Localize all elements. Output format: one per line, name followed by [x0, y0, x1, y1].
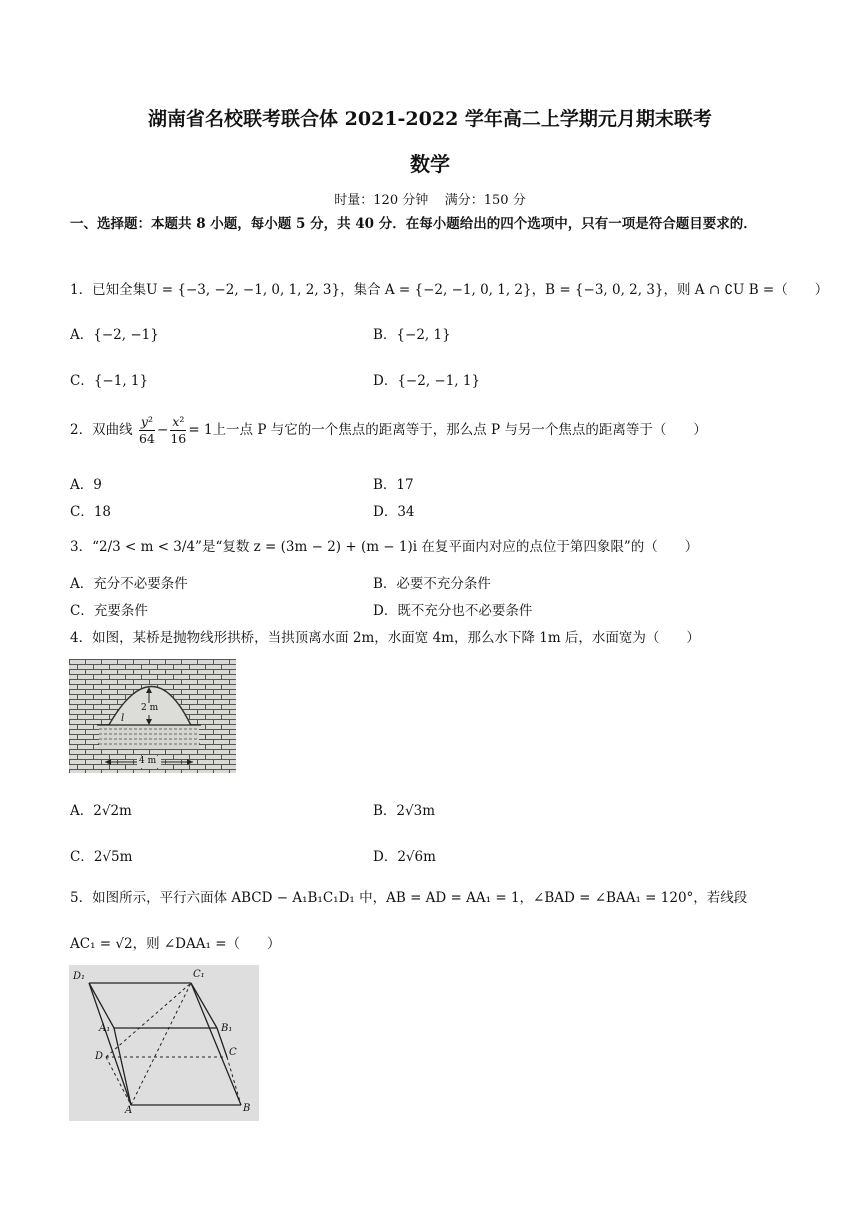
option-a: A．{−2, −1} [70, 327, 159, 343]
arch-bridge-figure [69, 659, 236, 773]
question-5 [70, 886, 800, 906]
question-5-line2: AC₁ = √2，则 ∠DAA₁ =（ ） [70, 936, 281, 952]
question-4 [70, 626, 800, 646]
option-c: C．18 [70, 504, 112, 520]
option-b: B．17 [373, 477, 414, 493]
question-number: 3． [70, 539, 93, 555]
question-stem: 已知全集U = {−3, −2, −1, 0, 1, 2, 3}，集合 A = {−2, −1, 0, 1, 2}，B = {−3, 0, 2, 3}，则 A ∩ ∁U B =（ ） [92, 282, 829, 298]
label-4m: 4 m [139, 756, 157, 766]
question-number: 5． [70, 890, 93, 906]
fraction-y2-64: $\frac{\text{y²}}{64}$ [138, 414, 155, 446]
option-b: B．{−2, 1} [373, 327, 451, 343]
option-d: D．{−2, −1, 1} [373, 373, 481, 389]
question-stem: 如图，某桥是抛物线形拱桥，当拱顶离水面 2m，水面宽 4m，那么水下降 1m 后，水面宽为（ ） [92, 630, 700, 646]
option-a: A．充分不必要条件 [70, 576, 188, 592]
question-number: 2． [70, 422, 93, 438]
question-stem-suffix: 上一点 P 与它的一个焦点的距离等于，那么点 P 与另一个焦点的距离等于（ ） [212, 422, 707, 438]
option-a: A．9 [70, 477, 102, 493]
option-b: B．2√3m [373, 803, 436, 819]
label-b1: B₁ [221, 1023, 233, 1034]
question-1 [70, 278, 829, 298]
question-stem-line1: 如图所示，平行六面体 ABCD − A₁B₁C₁D₁ 中，AB = AD = AA₁ = 1，∠BAD = ∠BAA₁ = 120°，若线段 [92, 890, 748, 906]
document-title: 湖南省名校联考联合体 2021-2022 学年高二上学期元月期末联考 [148, 108, 712, 130]
question-number: 1． [70, 282, 93, 298]
option-d: D．2√6m [373, 849, 436, 865]
label-d: D [95, 1051, 104, 1062]
question-2: 2．双曲线 $\frac{\text{y²}}{64}$ − $\frac{\text{x²}}{16}$ = 1上一点 P 与它的一个焦点的距离等于，那么点 P 与另一个焦点的距离等于（ ） [70, 414, 707, 446]
fraction-x2-16: $\frac{\text{x²}}{16}$ [170, 414, 187, 446]
option-c: C．充要条件 [70, 603, 148, 619]
question-number: 4． [70, 630, 93, 646]
section-heading: 一、选择题：本题共 8 小题，每小题 5 分，共 40 分．在每小题给出的四个选项中，只有一项是符合题目要求的． [70, 216, 757, 232]
label-a1: A₁ [99, 1023, 111, 1034]
label-l: l [121, 713, 125, 724]
label-c1: C₁ [193, 969, 205, 980]
label-b: B [243, 1103, 251, 1114]
option-a: A．2√2m [70, 803, 132, 819]
label-c: C [229, 1047, 237, 1058]
parallelepiped-figure [69, 965, 259, 1121]
label-2m: 2 m [141, 703, 159, 713]
exam-meta: 时量：120 分钟 满分：150 分 [334, 193, 526, 208]
option-c: C．{−1, 1} [70, 373, 149, 389]
option-d: D．既不充分也不必要条件 [373, 603, 533, 619]
question-3 [70, 535, 800, 555]
option-c: C．2√5m [70, 849, 133, 865]
question-stem: “2/3 < m < 3/4”是“复数 z = (3m − 2) + (m − 1)i 在复平面内对应的点位于第四象限”的（ ） [92, 539, 699, 555]
label-d1: D₁ [73, 971, 86, 982]
subject-title: 数学 [410, 152, 450, 176]
label-a: A [125, 1105, 133, 1116]
option-b: B．必要不充分条件 [373, 576, 491, 592]
option-d: D．34 [373, 504, 415, 520]
question-stem-prefix: 双曲线 [92, 422, 133, 438]
